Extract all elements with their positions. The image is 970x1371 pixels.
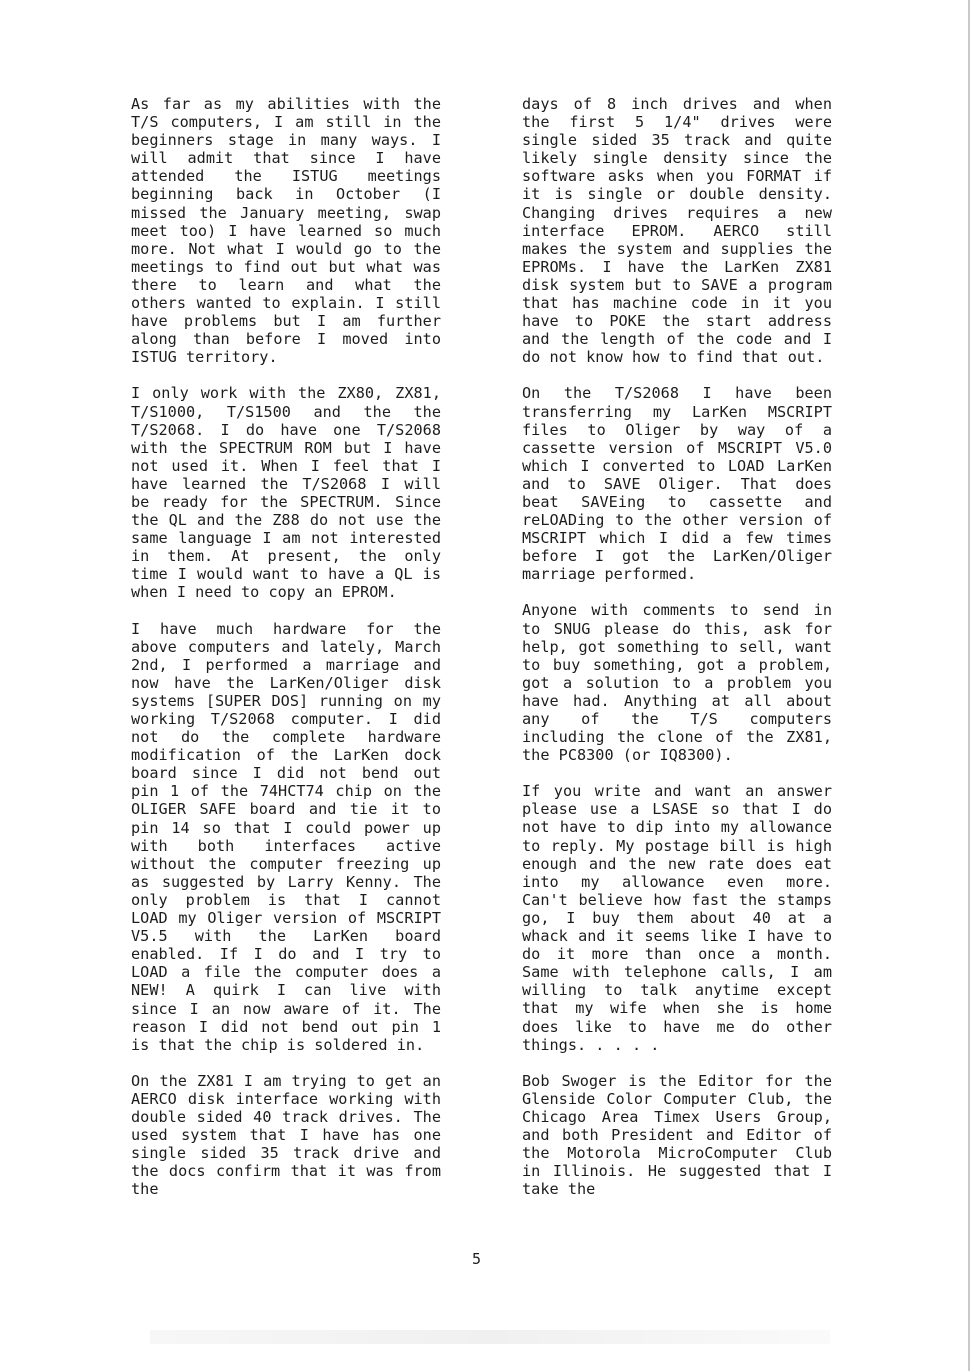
paragraph: On the T/S2068 I have been transferring my LarKen MSCRIPT files to Oliger by way of a cassette version of MSCRIPT V5.0 which I converted to LOAD LarKen and to SAVE Oliger. That does beat SAVEing to cassette and reLOADing to the other version of MSCRIPT which I did a few times before I got the LarKen/Oliger marriage performed. [522, 384, 832, 584]
paragraph: days of 8 inch drives and when the first 5 1/4" drives were single sided 35 track and quite likely single density since the software asks when you FORMAT if it is single or double density. Changing drives requires a new interface EPROM. AERCO still makes the system and supplies the EPROMs. I have the LarKen ZX81 disk system but to SAVE a program that has machine code in it you have to POKE the start address and the length of the code and I do not know how to find that out. [522, 95, 832, 367]
right-column [522, 95, 832, 1216]
paragraph: Bob Swoger is the Editor for the Glenside Color Computer Club, the Chicago Area Timex Users Group, and both President and Editor of the Motorola MicroComputer Club in Illinois. He suggested that I take the [522, 1071, 832, 1199]
paragraph: As far as my abilities with the T/S computers, I am still in the beginners stage in many ways. I will admit that since I have attended the ISTUG meetings beginning back in October (I missed the January meeting, swap meet too) I have learned so much more. Not what I would go to the meetings to find out but what was there to learn and what the others wanted to explain. I still have problems but I am further along than before I moved into ISTUG territory. [131, 95, 441, 367]
scan-smudge [150, 1330, 830, 1344]
paragraph: I have much hardware for the above computers and lately, March 2nd, I performed a marriage and now have the LarKen/Oliger disk systems [SUPER DOS] running on my working T/S2068 computer. I did not do the complete hardware modification of the LarKen dock board since I did not bend out pin 1 of the 74HCT74 chip on the OLIGER SAFE board and tie it to pin 14 so that I could power up with both interfaces active without the computer freezing up as suggested by Larry Kenny. The only problem is that I cannot LOAD my Oliger version of MSCRIPT V5.5 with the LarKen board enabled. If I do and I try to LOAD a file the computer does a NEW! A quirk I can live with since I an now aware of it. The reason I did not bend out pin 1 is that the chip is soldered in. [131, 619, 441, 1054]
paragraph: Anyone with comments to send in to SNUG please do this, ask for help, got something to sell, want to buy something, got a problem, got a solution to a problem you have had. Anything at all about any of the T/S computers including the clone of the ZX81, the PC8300 (or IQ8300). [522, 601, 832, 765]
left-column [131, 95, 441, 1216]
paragraph: On the ZX81 I am trying to get an AERCO disk interface working with double sided 40 track drives. The used system that I have has one single sided 35 track drive and the docs confirm that it was from the [131, 1071, 441, 1199]
page-number: 5 [472, 1250, 482, 1268]
paragraph: If you write and want an answer please use a LSASE so that I do not have to dip into my allowance to reply. My postage bill is high enough and the new rate does eat into my allowance even more. Can't believe how fast the stamps go, I buy them about 40 at a whack and it seems like I have to do it more than once a month. Same with telephone calls, I am willing to talk anytime except that my wife when she is home does like to have me do other things. . . . . [522, 782, 832, 1054]
paragraph: I only work with the ZX80, ZX81, T/S1000, T/S1500 and the the T/S2068. I do have one T/S2068 with the SPECTRUM ROM but I have not used it. When I feel that I have learned the T/S2068 I will be ready for the SPECTRUM. Since the QL and the Z88 do not use the same language I am not interested in them. At present, the only time I would want to have a QL is when I need to copy an EPROM. [131, 384, 441, 602]
